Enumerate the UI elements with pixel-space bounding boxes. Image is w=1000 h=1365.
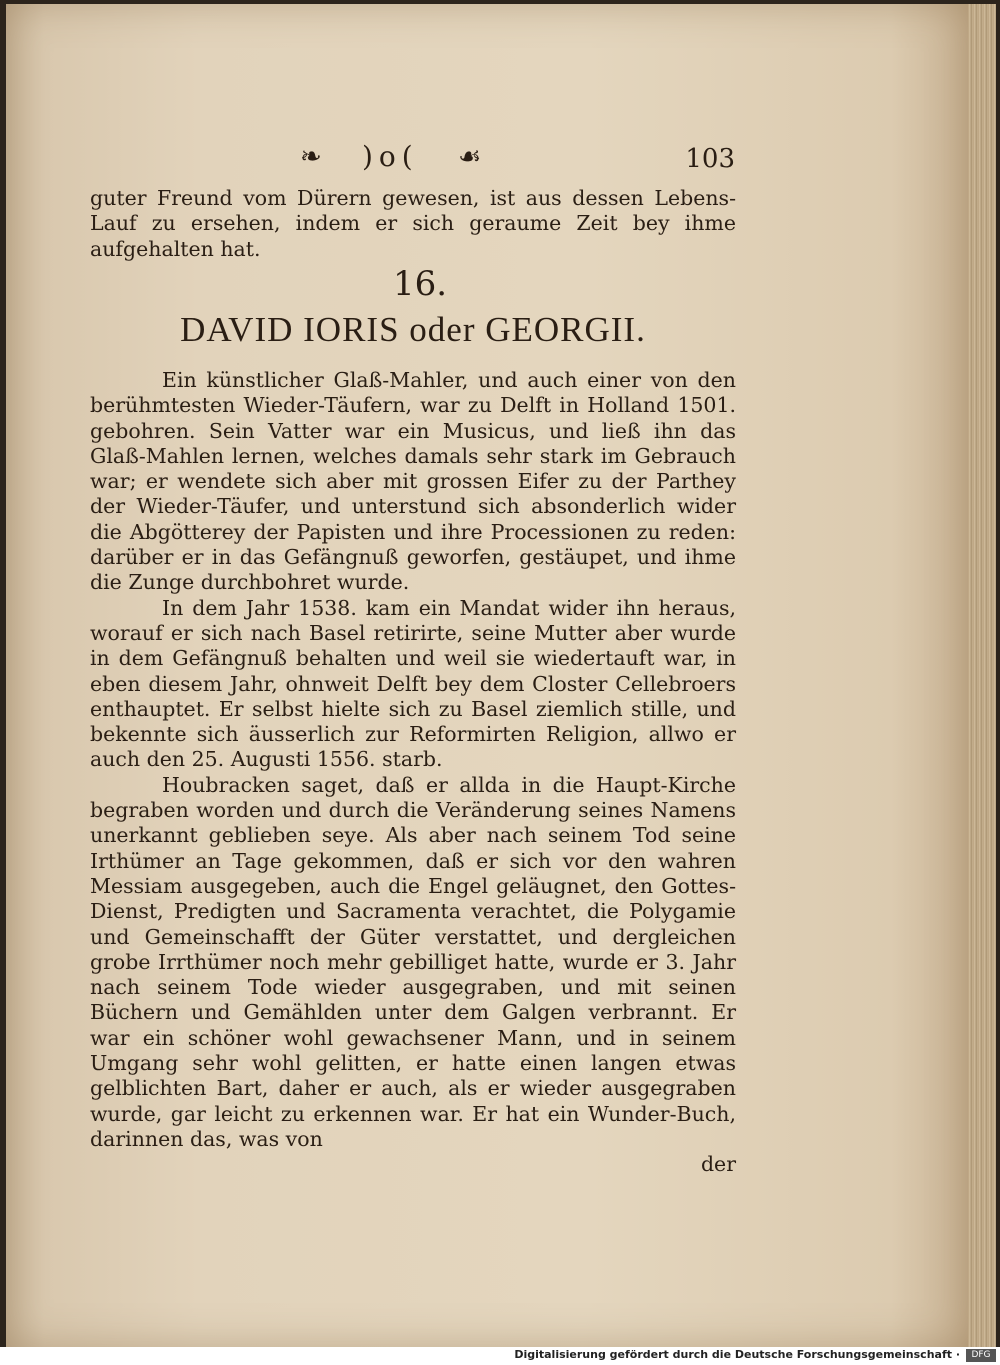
chapter-title: DAVID IORIS oder GEORGII. [180,310,646,349]
intro-text [90,186,736,262]
page-number: 103 [685,144,735,174]
ornament-left-icon: ❧ [300,142,322,172]
page-edges [968,4,996,1347]
dfg-logo: DFG [966,1349,996,1362]
body-text [90,368,736,1178]
paragraph-1: Ein künstlicher Glaß-Mahler, und auch einer von den berühmtesten Wieder-Täufern, war zu Delft in Holland 1501. gebohren. Sein Vatter war ein Musicus, und ließ ihn das Glaß-Mahlen lernen, welches damals sehr stark im Gebrauch war; er wendete sich aber mit grossen Eifer zu der Parthey der Wieder-Täufer, und unterstund sich absonderlich wider die Abgötterey der Papisten und ihre Processionen zu reden: darüber er in das Gefängnuß geworfen, gestäupet, und ihme die Zunge durchbohret wurde. [90,368,736,595]
footer-bar [0,1347,1000,1365]
catchword: der [700,1152,736,1177]
header-mark: )o( [362,140,419,173]
footer-credit: Digitalisierung gefördert durch die Deutsche Forschungsgemeinschaft · [514,1348,960,1361]
ornament-right-icon: ☙ [458,142,482,172]
running-header [90,140,735,180]
paragraph-2: In dem Jahr 1538. kam ein Mandat wider ihn heraus, worauf er sich nach Basel retirirte, seine Mutter aber wurde in dem Gefängnuß behalten und weil sie wiedertauft war, in eben diesem Jahr, ohnweit Delft bey dem Closter Cellebroers enthauptet. Er selbst hielte sich zu Basel ziemlich stille, und bekennte sich äusserlich zur Reformirten Religion, allwo er auch den 25. Augusti 1556. starb. [90,595,736,772]
intro-paragraph: guter Freund vom Dürern gewesen, ist aus dessen Lebens-Lauf zu ersehen, indem er sich geraume Zeit bey ihme aufgehalten hat. [90,186,736,261]
chapter-number: 16. [392,264,448,304]
paragraph-3: Houbracken saget, daß er allda in die Haupt-Kirche begraben worden und durch die Veränderung seines Namens unerkannt geblieben seye. Als aber nach seinem Tod seine Irthümer an Tage gekommen, daß er sich vor den wahren Messiam ausgegeben, auch die Engel geläugnet, den Gottes-Dienst, Predigten und Sacramenta verachtet, die Polygamie und Gemeinschafft der Güter verstattet, und dergleichen grobe Irrthümer noch mehr gebilliget hatte, wurde er 3. Jahr nach seinem Tode wieder ausgegraben, und mit seinen Büchern und Gemählden unter dem Galgen verbrannt. Er war ein schöner wohl gewachsener Mann, und in seinem Umgang sehr wohl gelitten, er hatte einen langen etwas gelblichten Bart, daher er auch, als er wieder ausgegraben wurde, gar leicht zu erkennen war. Er hat ein Wunder-Buch, darinnen das, was von [90,772,736,1151]
